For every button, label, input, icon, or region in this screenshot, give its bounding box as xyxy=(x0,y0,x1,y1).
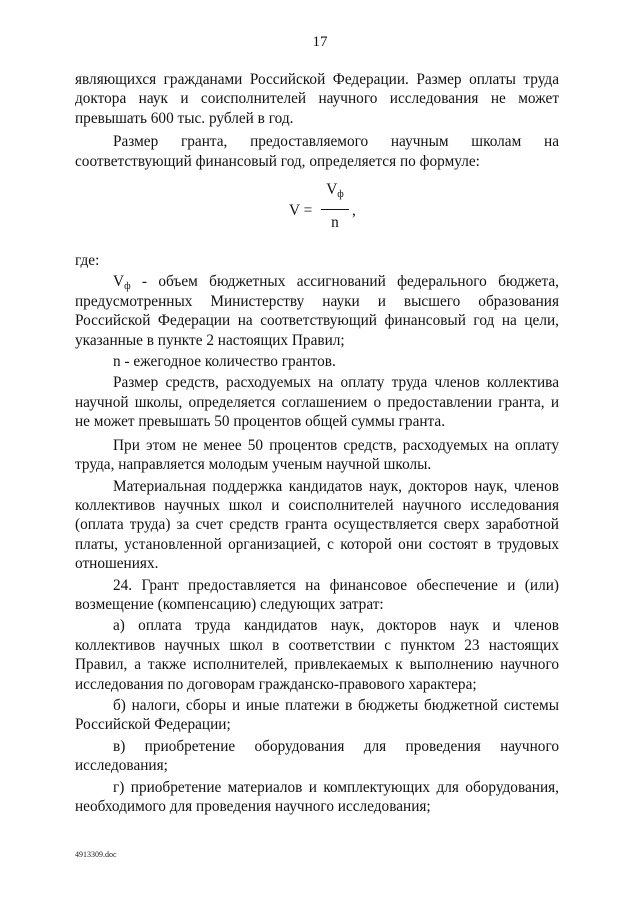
paragraph-grant-size: Размер гранта, предоставляемого научным школам на соответствующий финансовый год, определяется по формуле: xyxy=(75,133,559,170)
formula-denominator: n xyxy=(331,214,339,232)
where-label: где: xyxy=(75,252,100,270)
list-item-v: в) приобретение оборудования для проведения научного исследования; xyxy=(75,737,559,775)
paragraph-salary-limit: являющихся гражданами Российской Федерации. Размер оплаты труда доктора наук и соисполнителей научного исследования не может превышать 600 тыс. рублей в год. xyxy=(75,71,559,127)
list-item-g: г) приобретение материалов и комплектующих для оборудования, необходимого для проведения научного исследования; xyxy=(75,778,559,815)
definition-vf: $V_ф$ - объем бюджетных ассигнований федерального бюджета, предусмотренных Министерству науки и высшего образования Российской Федерации на соответствующий финансовый год на цели, указанные в пункте 2 настоящих Правил; xyxy=(75,273,559,349)
formula-fraction xyxy=(321,179,349,232)
page-number: 17 xyxy=(312,34,328,50)
paragraph-young-scientists: При этом не менее 50 процентов средств, расходуемых на оплату труда, направляется молодым ученым научной школы. xyxy=(75,436,559,474)
paragraph-material-support: Материальная поддержка кандидатов наук, докторов наук, членов коллективов научных школ и соисполнителей научного исследования (оплата труда) за счет средств гранта осуществляется сверх заработной платы, установленной организацией, с которой они состоят в трудовых отношениях. xyxy=(75,477,559,573)
list-item-b: б) налоги, сборы и иные платежи в бюджеты бюджетной системы Российской Федерации; xyxy=(75,696,559,734)
list-item-a: а) оплата труда кандидатов наук, докторов наук и членов коллективов научных школ в соответствии с пунктом 23 настоящих Правил, а также исполнителей, привлекаемых к выполнению научного исследования по договорам гражданско-правового характера; xyxy=(75,617,559,693)
fraction-bar xyxy=(321,209,349,210)
formula-lhs: V = xyxy=(289,202,313,220)
formula-comma: , xyxy=(352,202,356,220)
paragraph-clause-24: 24. Грант предоставляется на финансовое обеспечение и (или) возмещение (компенсацию) следующих затрат: xyxy=(75,576,559,613)
document-footer: 4913309.doc xyxy=(75,850,117,859)
formula-numerator: $V_ф$ xyxy=(326,181,344,201)
paragraph-labor-funds: Размер средств, расходуемых на оплату труда членов коллектива научной школы, определяется соглашением о предоставлении гранта, и не может превышать 50 процентов общей суммы гранта. xyxy=(75,374,559,431)
document-body xyxy=(75,70,559,816)
grant-formula xyxy=(75,179,559,247)
definition-n: n - ежегодное количество грантов. xyxy=(113,353,336,371)
